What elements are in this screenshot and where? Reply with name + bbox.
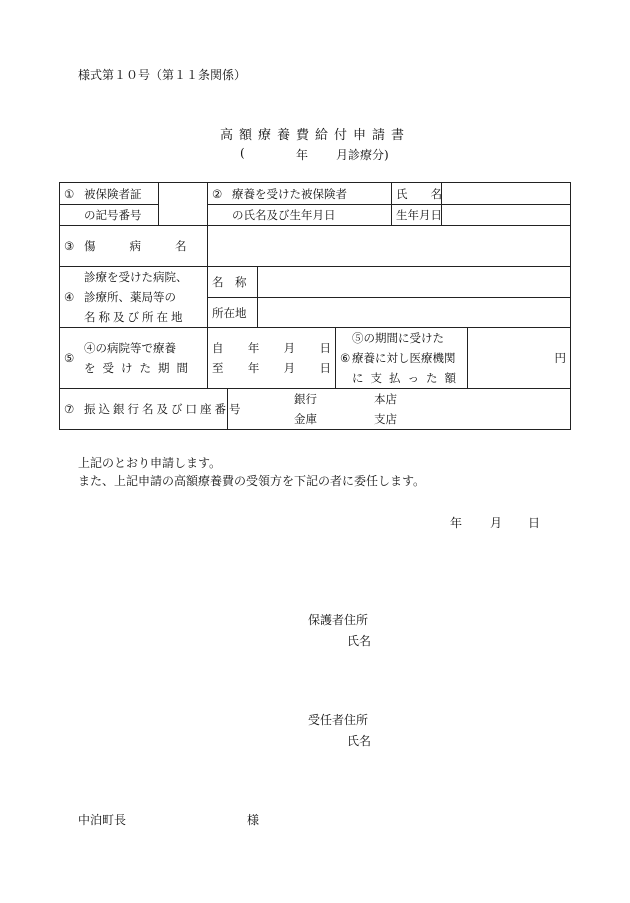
hospital-name-label: 名 称 xyxy=(212,275,247,289)
period-dates-cell[interactable] xyxy=(208,328,336,389)
delegate-address-label: 受任者住所 xyxy=(308,713,369,727)
bank-label-cell xyxy=(60,389,244,430)
birth-label: 生年月日 xyxy=(396,208,442,222)
insurance-card-label-line1: 被保険者証 xyxy=(84,186,142,201)
hospital-address-label-cell xyxy=(208,298,258,328)
guardian-address-label: 保護者住所 xyxy=(308,613,369,627)
delegate-name-label: 氏名 xyxy=(347,734,372,748)
subtitle-year: 年 xyxy=(296,148,309,162)
guardian-name-label: 氏名 xyxy=(347,634,372,648)
insured-person-label-line1: 療養を受けた被保険者 xyxy=(232,186,347,201)
application-table xyxy=(59,182,571,430)
credit-union-word: 金庫 xyxy=(294,412,317,426)
insured-person-label-cell xyxy=(208,183,392,205)
marker-5: ⑤ xyxy=(64,351,75,365)
yen-unit: 円 xyxy=(554,351,566,365)
date-day: 日 xyxy=(528,516,541,530)
period-to-year: 年 xyxy=(247,361,260,375)
hospital-label-line1: 診療を受けた病院、 xyxy=(84,270,188,284)
marker-3: ③ xyxy=(64,239,75,253)
marker-4: ④ xyxy=(64,290,75,304)
payment-label-cell xyxy=(336,328,468,389)
bank-label: 振込銀行名及び口座番号 xyxy=(84,402,244,416)
date-year: 年 xyxy=(450,516,463,530)
period-label-line1: ④の病院等で療養 xyxy=(84,341,176,355)
insurance-card-label-cell xyxy=(60,183,159,205)
credit-union-row xyxy=(232,409,566,429)
addressee-mayor: 中泊町長 xyxy=(78,813,127,827)
subtitle-open: ( xyxy=(240,146,245,160)
birth-label-cell xyxy=(392,205,442,226)
insurance-card-label-line2: の記号番号 xyxy=(84,208,142,222)
period-from-label: 自 xyxy=(212,341,224,355)
subtitle-month: 月診療分) xyxy=(336,148,389,162)
marker-6: ⑥ xyxy=(340,351,351,365)
statement-delegate: また、上記申請の高額療養費の受領方を下記の者に委任します。 xyxy=(78,474,426,488)
period-from-row xyxy=(212,338,331,358)
disease-label-cell xyxy=(60,226,221,267)
hospital-label-cell xyxy=(60,267,208,328)
bank-account-field[interactable] xyxy=(228,389,571,430)
payment-amount-field[interactable] xyxy=(468,328,571,389)
hospital-address-field[interactable] xyxy=(258,298,571,328)
name-label: 氏 名 xyxy=(396,186,442,201)
hospital-name-field[interactable] xyxy=(258,267,571,298)
branch-word: 支店 xyxy=(374,412,397,426)
insurance-card-number-field[interactable] xyxy=(159,183,208,226)
insured-person-label-line2: の氏名及び生年月日 xyxy=(232,208,336,222)
insured-name-field[interactable] xyxy=(442,183,571,205)
head-office-word: 本店 xyxy=(374,392,397,406)
statement-apply: 上記のとおり申請します。 xyxy=(78,456,222,470)
period-to-month: 月 xyxy=(283,361,296,375)
insured-person-label-cell-2 xyxy=(208,205,392,226)
period-from-year: 年 xyxy=(247,341,260,355)
bank-word: 銀行 xyxy=(294,392,317,406)
hospital-name-label-cell xyxy=(208,267,258,298)
bank-row xyxy=(232,389,566,409)
period-label-cell xyxy=(60,328,208,389)
birth-date-field[interactable] xyxy=(442,205,571,226)
payment-label-line2: 療養に対し医療機関 xyxy=(352,351,456,365)
form-number: 様式第１０号（第１１条関係） xyxy=(78,68,247,82)
period-to-row xyxy=(212,358,331,378)
period-from-month: 月 xyxy=(283,341,296,355)
payment-label-line1: ⑤の期間に受けた xyxy=(352,331,444,345)
disease-label: 傷病名 xyxy=(84,239,221,253)
period-to-label: 至 xyxy=(212,361,224,375)
hospital-label-line3: 名称及び所在地 xyxy=(84,310,186,324)
marker-2: ② xyxy=(212,186,223,201)
payment-label-line3: に支払った額 xyxy=(352,371,463,385)
page-title: 高額療養費給付申請書 xyxy=(219,128,410,143)
addressee-honorific: 様 xyxy=(247,813,260,827)
period-from-day: 日 xyxy=(319,341,331,355)
hospital-address-label: 所在地 xyxy=(212,305,247,320)
name-label-cell xyxy=(392,183,442,205)
period-to-day: 日 xyxy=(319,361,331,375)
marker-1: ① xyxy=(64,186,75,201)
period-label-line2: を受けた期間 xyxy=(84,361,195,375)
marker-7: ⑦ xyxy=(64,402,75,416)
insurance-card-label-cell-2 xyxy=(60,205,159,226)
date-month: 月 xyxy=(490,516,503,530)
disease-name-field[interactable] xyxy=(208,226,571,267)
hospital-label-line2: 診療所、薬局等の xyxy=(84,290,176,304)
